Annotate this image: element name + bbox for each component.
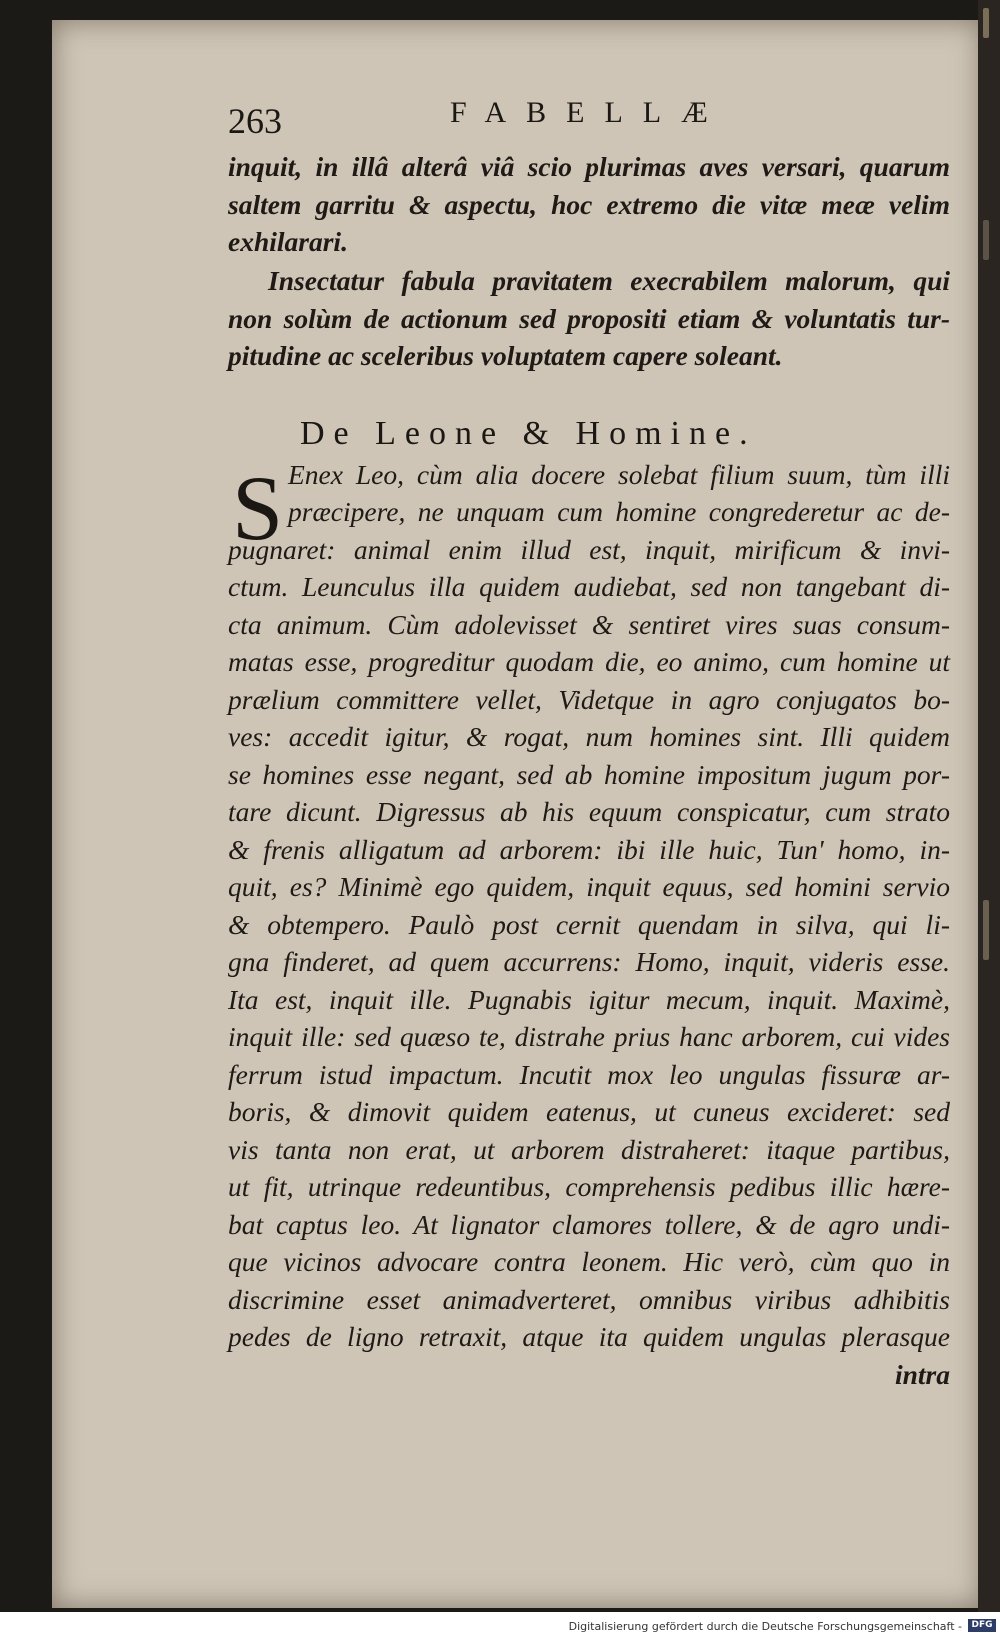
text-line: pugnaret: animal enim illud est, inquit, mirificum & invi- <box>228 534 950 565</box>
catchword: intra <box>894 1359 950 1390</box>
text-line: non solùm de actionum sed propositi etiam & voluntatis tur- <box>228 303 950 334</box>
text-line: cta animum. Cùm adolevisset & sentiret vires suas consum- <box>228 609 950 640</box>
text-line: & obtempero. Paulò post cernit quendam in silva, qui li- <box>228 909 950 940</box>
text-line: gna finderet, ad quem accurrens: Homo, inquit, videris esse. <box>228 946 950 977</box>
text-line: ferrum istud impactum. Incutit mox leo ungulas fissuræ ar- <box>228 1059 950 1090</box>
text-line: bat captus leo. At lignator clamores tollere, & de agro undi- <box>228 1209 950 1240</box>
text-line: ctum. Leunculus illa quidem audiebat, sed non tangebant di- <box>228 571 950 602</box>
text-line: præcipere, ne unquam cum homine congrederetur ac de- <box>288 496 950 527</box>
running-title: FABELLÆ <box>450 96 728 129</box>
page-tab-marker <box>983 8 989 38</box>
page-tab-marker <box>983 900 989 960</box>
text-line: boris, & dimovit quidem eatenus, ut cuneus excideret: sed <box>228 1096 950 1127</box>
text-line: Enex Leo, cùm alia docere solebat filium suum, tùm illi <box>288 459 950 490</box>
book-edge <box>978 0 1000 1612</box>
text-line: exhilarari. <box>228 226 348 257</box>
text-line: quit, es? Minimè ego quidem, inquit equus, sed homini servio <box>228 871 950 902</box>
footer-bar <box>0 1612 1000 1638</box>
text-line: pedes de ligno retraxit, atque ita quidem ungulas plerasque <box>228 1321 950 1352</box>
page-number: 263 <box>228 101 282 141</box>
text-line: vis tanta non erat, ut arborem distraheret: itaque partibus, <box>228 1134 950 1165</box>
text-line: se homines esse negant, sed ab homine impositum jugum por- <box>228 759 950 790</box>
text-line: saltem garritu & aspectu, hoc extremo die vitæ meæ velim <box>228 189 950 220</box>
drop-cap: S <box>232 457 284 559</box>
funding-notice: Digitalisierung gefördert durch die Deutsche Forschungsgemeinschaft - <box>568 1620 962 1633</box>
fable-title: De Leone & Homine. <box>300 415 757 452</box>
text-line: inquit ille: sed quæso te, distrahe prius hanc arborem, cui vides <box>228 1021 950 1052</box>
text-line: ut fit, utrinque redeuntibus, comprehensis pedibus illic hære- <box>228 1171 950 1202</box>
text-line: pitudine ac sceleribus voluptatem capere soleant. <box>228 340 783 371</box>
text-line: ves: accedit igitur, & rogat, num homines sint. Illi quidem <box>228 721 950 752</box>
text-line: tare dicunt. Digressus ab his equum conspicatur, cum strato <box>228 796 950 827</box>
text-line: Ita est, inquit ille. Pugnabis igitur mecum, inquit. Maximè, <box>228 984 950 1015</box>
page-tab-marker <box>983 220 989 260</box>
text-line: Insectatur fabula pravitatem execrabilem malorum, qui <box>268 265 950 296</box>
text-line: matas esse, progreditur quodam die, eo animo, cum homine ut <box>228 646 950 677</box>
text-line: discrimine esset animadverteret, omnibus viribus adhibitis <box>228 1284 950 1315</box>
text-line: prælium committere vellet, Videtque in agro conjugatos bo- <box>228 684 950 715</box>
text-line: que vicinos advocare contra leonem. Hic verò, cùm quo in <box>228 1246 950 1277</box>
text-line: inquit, in illâ alterâ viâ scio plurimas aves versari, quarum <box>228 151 950 182</box>
text-line: & frenis alligatum ad arborem: ibi ille huic, Tun' homo, in- <box>228 834 950 865</box>
dfg-logo-icon: DFG <box>968 1619 996 1632</box>
